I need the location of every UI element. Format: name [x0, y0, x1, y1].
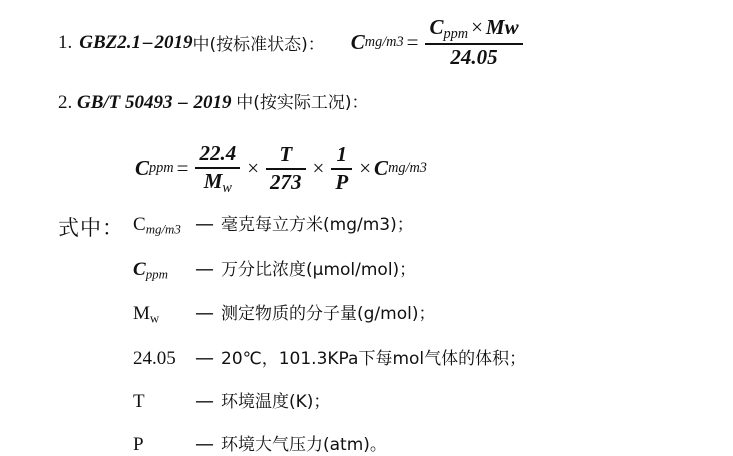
formula-1-num-sub1: ppm	[443, 25, 469, 42]
definition-dash: —	[195, 302, 214, 325]
definition-text: 毫克每立方米(mg/m	[221, 215, 380, 235]
definition-dash: —	[195, 389, 214, 412]
definition-symbol-sub: mg/m3	[145, 221, 181, 237]
definition-dash: —	[195, 346, 214, 369]
item-2-year: 2019	[193, 92, 232, 113]
formula-2-frac1-denominator	[195, 167, 240, 196]
formula-2-fraction-3	[331, 143, 352, 194]
definition-symbol: 24.05	[133, 347, 176, 369]
formula-2-frac2-numerator: T	[279, 142, 293, 167]
definition-text: 测定物质的分子量(g/mol)；	[221, 304, 436, 325]
definition-item	[133, 430, 526, 456]
definition-item	[133, 210, 526, 238]
formula-2-times-3: ×	[359, 156, 372, 181]
where-label: 式中：	[58, 216, 124, 240]
definition-text-tail: )；	[390, 215, 414, 235]
formula-1-lhs-sub: mg/m3	[364, 34, 404, 51]
definition-symbol-var: C	[133, 258, 146, 280]
item-2-formula	[135, 142, 427, 195]
formula-2-fraction-1	[195, 142, 240, 195]
definition-item	[133, 344, 526, 370]
definition-symbol-var: C	[133, 214, 146, 235]
item-2-note: 中(按实际工况)：	[236, 93, 369, 113]
formula-1-numerator	[425, 16, 522, 43]
item-2-dash: –	[178, 92, 188, 113]
item-2-standard-code: GB/T	[77, 92, 121, 113]
definition-symbol-var: M	[133, 303, 150, 325]
formula-2-lhs-var: C	[135, 156, 150, 181]
formula-2-frac1-den-sub: w	[222, 179, 232, 196]
item-1-formula	[351, 16, 527, 69]
item-1-dash: –	[143, 31, 153, 53]
item-2-standard-number: 50493	[125, 92, 173, 113]
formula-1-num-var2: Mw	[485, 15, 519, 39]
definition-dash: —	[195, 432, 214, 455]
definition-list	[133, 210, 526, 456]
formula-2-frac2-denominator: 273	[266, 168, 306, 195]
formula-1-equals: =	[406, 30, 419, 55]
formula-2-times-1: ×	[247, 156, 260, 181]
definition-text-sup: 3	[379, 215, 391, 235]
formula-1-num-var1: C	[429, 15, 444, 39]
formula-1-lhs-var: C	[350, 30, 365, 55]
definition-symbol: P	[133, 433, 144, 455]
formula-1-times: ×	[471, 15, 483, 39]
definition-item	[133, 299, 526, 327]
formula-2-rhs-var: C	[374, 156, 389, 181]
item-1-number: 1.	[58, 31, 73, 53]
formula-1-denominator: 24.05	[425, 43, 522, 70]
definition-symbol: T	[133, 390, 145, 412]
item-1-standard-number: 2.1	[117, 31, 141, 53]
formula-2-frac1-den-var: M	[203, 168, 223, 193]
item-1-standard-code: GBZ	[79, 31, 118, 53]
item-1-year: 2019	[154, 31, 193, 53]
definition-item	[133, 255, 526, 283]
formula-2-frac3-denominator: P	[331, 168, 352, 195]
formula-1-fraction	[425, 16, 522, 69]
definition-text: 环境大气压力(atm)。	[221, 434, 387, 455]
definition-dash: —	[195, 257, 214, 280]
standard-item-2	[58, 88, 369, 114]
definition-dash: —	[195, 213, 214, 235]
formula-2-rhs-sub: mg/m3	[388, 160, 427, 177]
formula-2-fraction-2	[266, 143, 306, 194]
definition-item	[133, 387, 526, 413]
definition-text: 万分比浓度(μmol/mol)；	[221, 259, 417, 280]
item-2-number: 2.	[58, 92, 73, 113]
formula-2-times-2: ×	[312, 156, 325, 181]
definition-symbol-sub: ppm	[145, 266, 168, 282]
formula-2-frac3-numerator: 1	[336, 142, 348, 167]
definition-symbol-sub: w	[149, 310, 160, 326]
definition-symbol	[133, 214, 195, 238]
formula-2-frac1-numerator: 22.4	[199, 141, 237, 165]
formula-2-equals: =	[176, 156, 189, 181]
definition-symbol	[133, 303, 195, 327]
definition-text: 环境温度(K)；	[221, 391, 331, 412]
definition-symbol	[133, 259, 195, 283]
formula-2-lhs-sub: ppm	[149, 160, 174, 177]
standard-item-1	[58, 16, 527, 69]
definition-text: 20℃，101.3KPa下每mol气体的体积；	[221, 348, 527, 369]
item-1-note: 中(按标准状态)：	[192, 35, 325, 56]
